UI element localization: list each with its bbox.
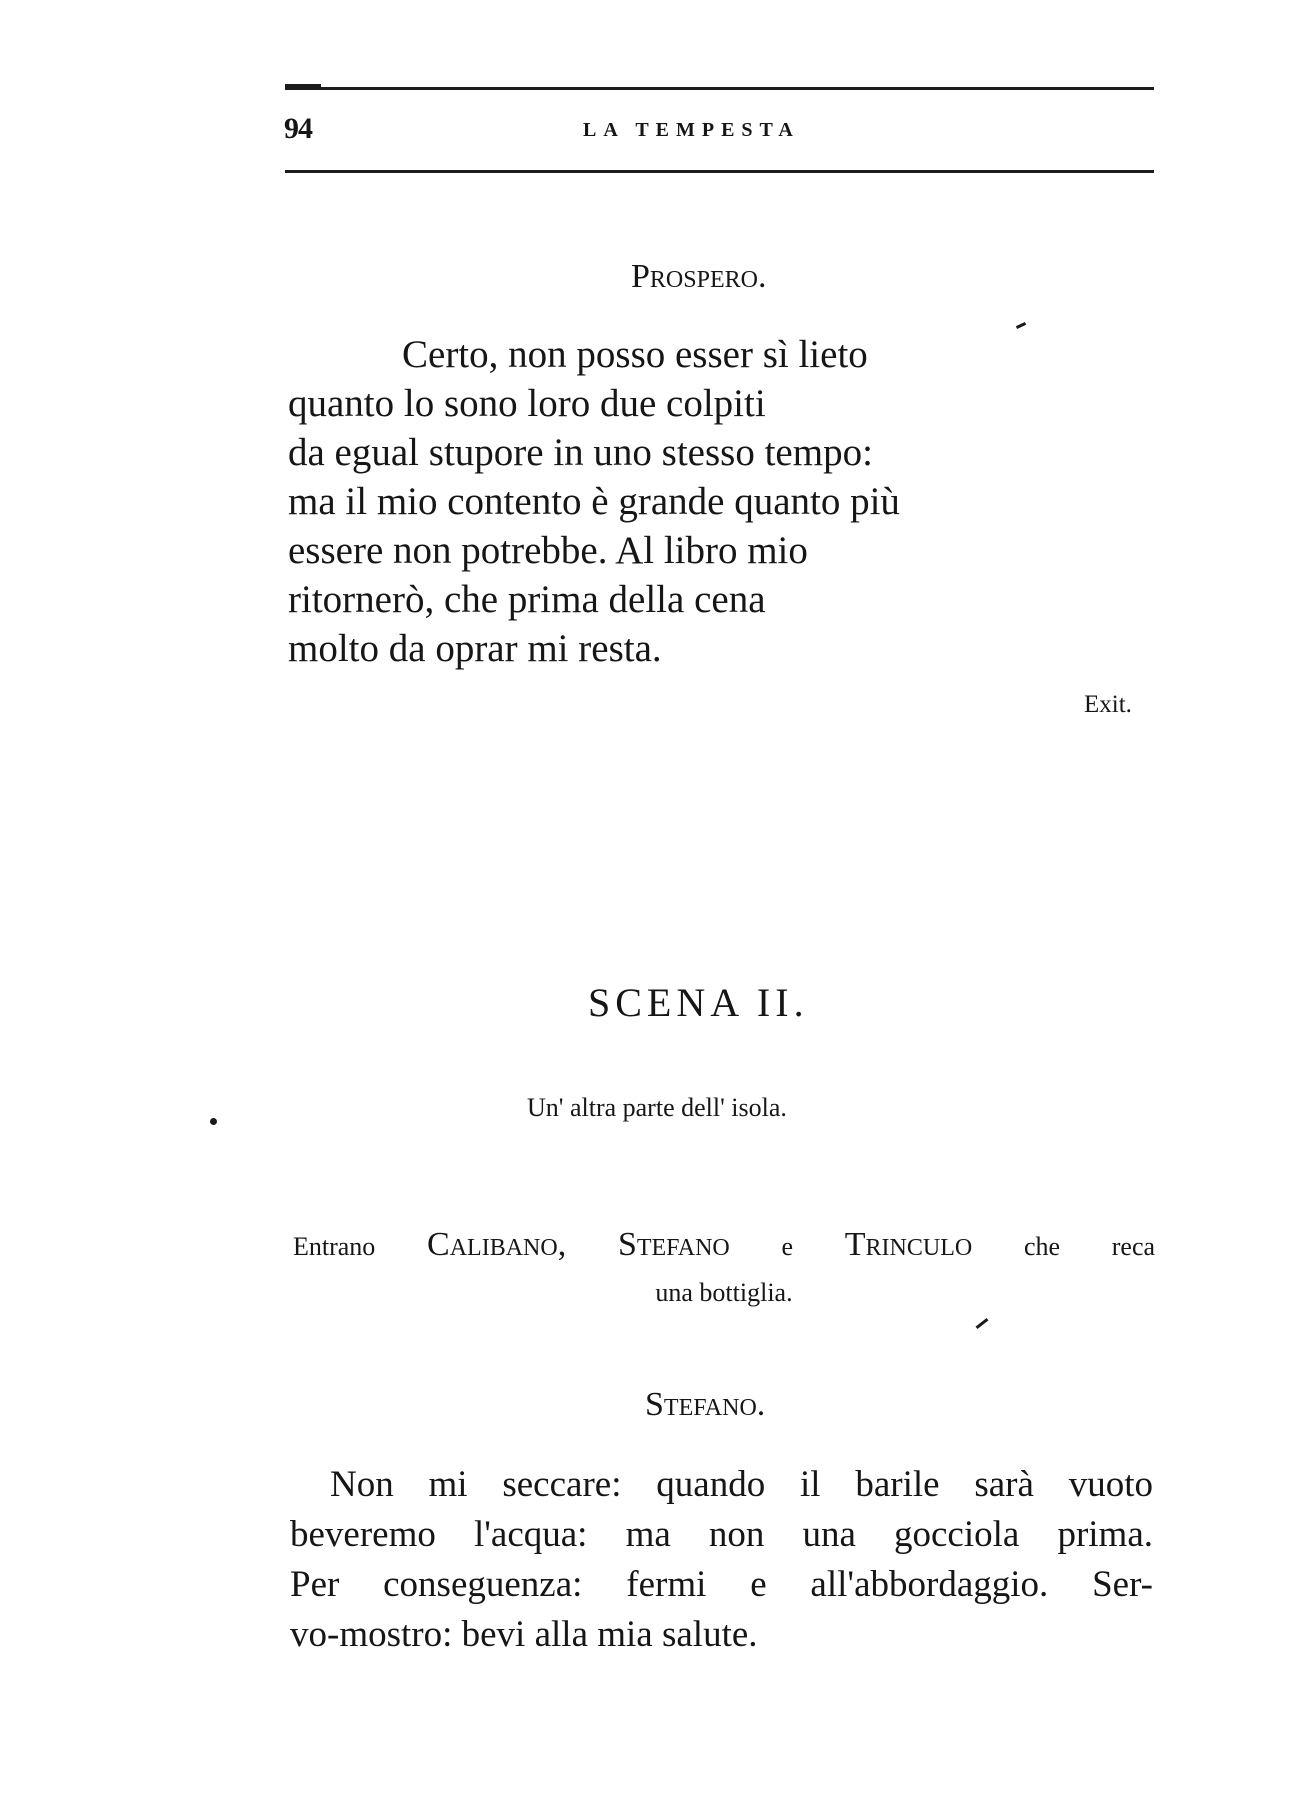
verse-line: ritornerò, che prima della cena bbox=[288, 578, 766, 621]
speaker-stefano: Stefano. bbox=[645, 1386, 766, 1423]
stage-direction-line: una bottiglia. bbox=[655, 1278, 793, 1307]
prose-line: Per conseguenza: fermi e all'abbordaggio. Ser- bbox=[290, 1564, 1153, 1605]
scene-setting: Un' altra parte dell' isola. bbox=[527, 1093, 787, 1122]
ink-speck bbox=[1016, 322, 1026, 329]
verse-line: quanto lo sono loro due colpiti bbox=[288, 382, 766, 425]
verse-line: essere non potrebbe. Al libro mio bbox=[288, 529, 808, 572]
running-title: LA TEMPESTA bbox=[583, 119, 800, 141]
character-calibano: Calibano, bbox=[427, 1226, 567, 1263]
header-top-rule bbox=[285, 87, 1154, 90]
verse-line: da egual stupore in uno stesso tempo: bbox=[288, 431, 873, 474]
ink-speck bbox=[976, 1318, 989, 1329]
page-number: 94 bbox=[284, 112, 312, 145]
speaker-prospero: Prospero. bbox=[631, 258, 767, 295]
header-bottom-rule bbox=[285, 170, 1154, 173]
verse-line: ma il mio contento è grande quanto più bbox=[288, 480, 900, 523]
character-stefano: Stefano bbox=[617, 1226, 730, 1263]
stage-direction-reca: che reca bbox=[1023, 1232, 1156, 1261]
stefano-speech bbox=[290, 1460, 1153, 1660]
ink-speck bbox=[210, 1118, 217, 1125]
stage-direction-entrano: Entrano bbox=[293, 1232, 376, 1261]
stage-direction bbox=[293, 1222, 1155, 1316]
stage-direction-and: e bbox=[781, 1232, 794, 1261]
verse-line: molto da oprar mi resta. bbox=[288, 627, 662, 670]
prose-line: beveremo l'acqua: ma non una gocciola prima. bbox=[290, 1514, 1153, 1555]
scene-title: SCENA II. bbox=[588, 980, 809, 1025]
exit-direction: Exit. bbox=[1084, 691, 1132, 718]
prose-line: Non mi seccare: quando il barile sarà vuoto bbox=[330, 1464, 1153, 1505]
prose-line: vo-mostro: bevi alla mia salute. bbox=[290, 1614, 758, 1655]
character-trinculo: Trinculo bbox=[844, 1226, 973, 1263]
verse-line: Certo, non posso esser sì lieto bbox=[402, 333, 868, 376]
prospero-speech bbox=[288, 330, 900, 673]
stage-direction-line bbox=[293, 1222, 1155, 1270]
